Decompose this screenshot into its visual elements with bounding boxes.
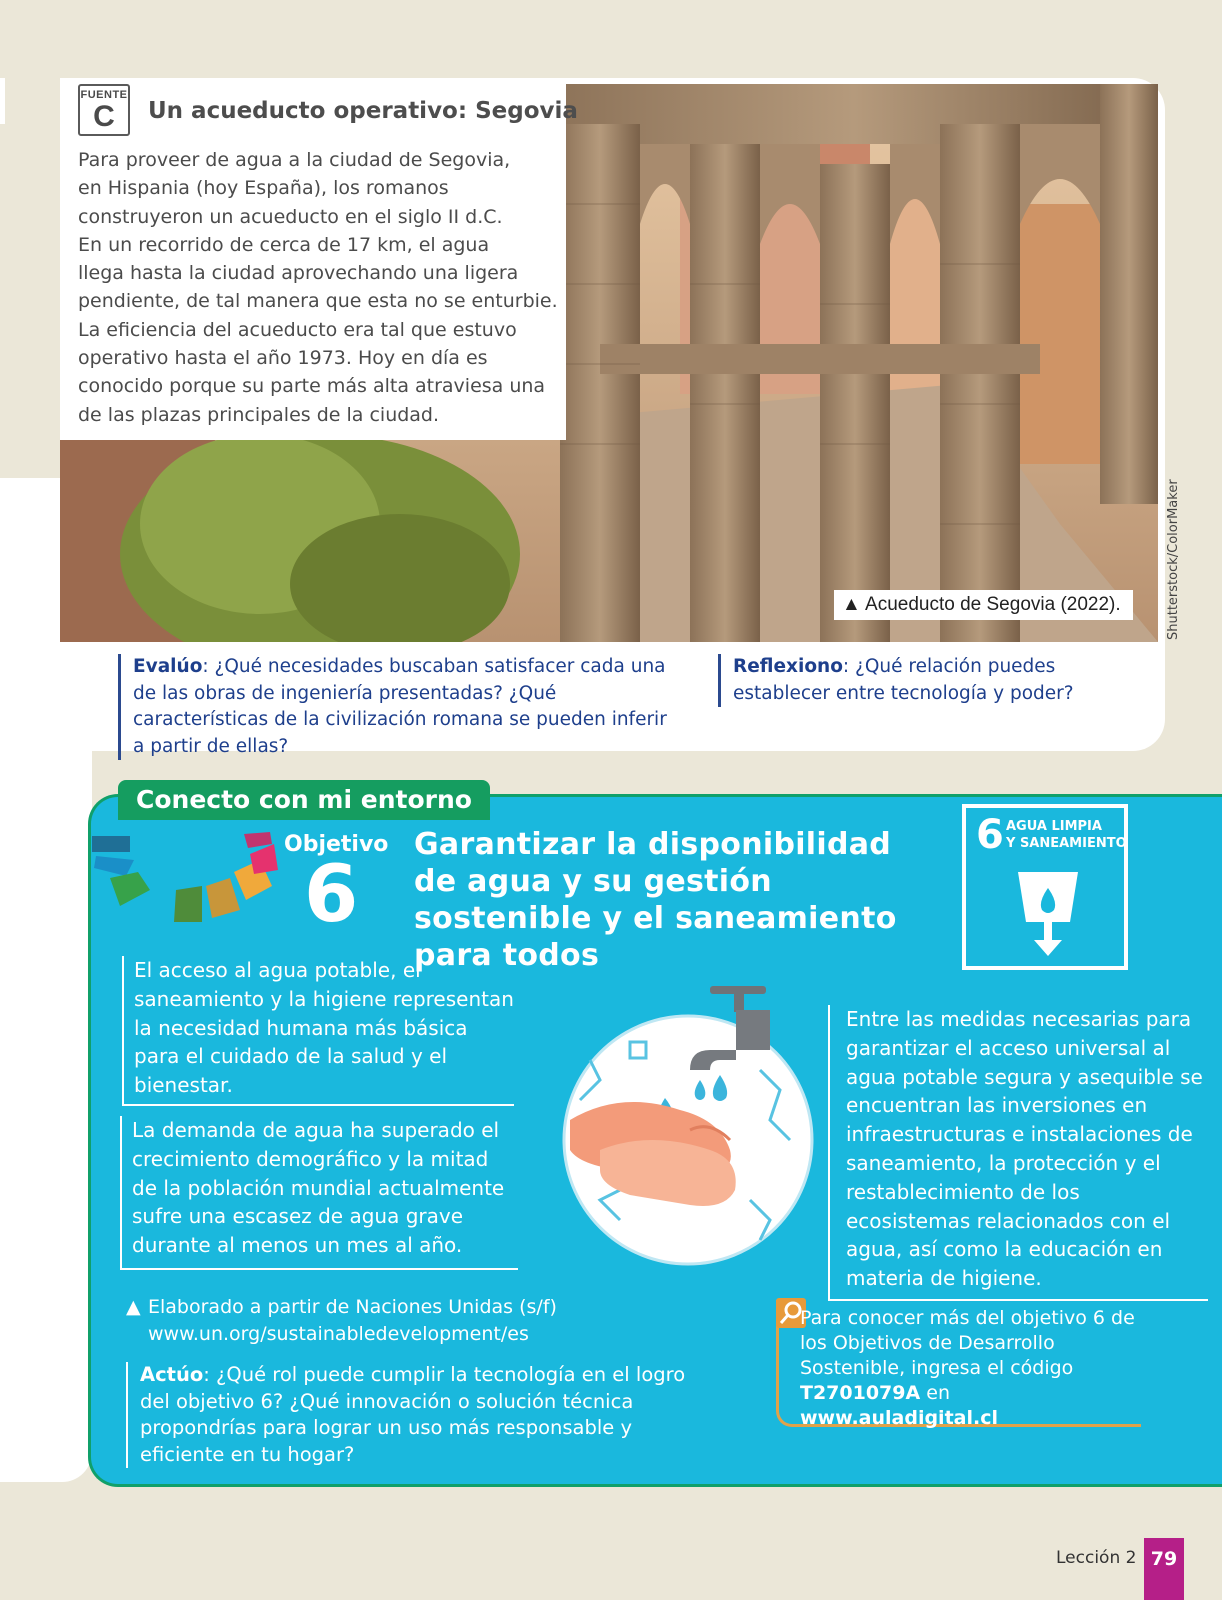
evaluo-label: Evalúo xyxy=(133,656,203,677)
info-code: T2701079A xyxy=(800,1382,921,1404)
source-paragraph xyxy=(78,146,558,429)
page-number: 79 xyxy=(1150,1548,1178,1570)
sdg-badge-number: 6 xyxy=(976,812,1004,858)
info-url[interactable]: www.auladigital.cl xyxy=(800,1407,998,1429)
source-line: de las plazas principales de la ciudad. xyxy=(78,403,440,426)
source-line: pendiente, de tal manera que esta no se enturbie. xyxy=(78,290,558,313)
water-glass-icon xyxy=(1016,870,1080,958)
more-info-text xyxy=(800,1306,1150,1431)
sdg-badge-text xyxy=(1006,818,1127,852)
left-margin-strip xyxy=(0,78,5,124)
source-line: conocido porque su parte más alta atraviesa una xyxy=(78,375,546,398)
objective-number: 6 xyxy=(304,850,359,940)
handwashing-illustration xyxy=(560,980,820,1270)
reflexiono-question xyxy=(718,654,1113,707)
source-badge xyxy=(78,84,130,136)
photo-caption: ▲ Acueducto de Segovia (2022). xyxy=(834,590,1133,620)
water-measures-paragraph: Entre las medidas necesarias para garantizar el acceso universal al agua potable segura y asequible se encuentran las inversiones en infraestructuras e instalaciones de saneamiento, la protección y el restablecimiento de los ecosistemas relacionados con el agua, así como la educación en materia de higiene. xyxy=(828,1005,1208,1301)
evaluo-question xyxy=(118,654,681,760)
lesson-label: Lección 2 xyxy=(1056,1548,1137,1568)
objective-label: Objetivo xyxy=(284,832,389,857)
source-line: Para proveer de agua a la ciudad de Segovia, xyxy=(78,149,511,171)
reference-line1: Elaborado a partir de Naciones Unidas (s/f) xyxy=(148,1296,557,1318)
sdg-badge-line1: AGUA LIMPIA xyxy=(1006,819,1102,834)
reference-url[interactable]: www.un.org/sustainabledevelopment/es xyxy=(148,1323,529,1345)
source-title: Un acueducto operativo: Segovia xyxy=(148,98,578,124)
source-line: construyeron un acueducto en el siglo II d.C. xyxy=(78,205,503,228)
evaluo-text: : ¿Qué necesidades buscaban satisfacer cada una de las obras de ingeniería presentadas? ¿Qué características de la civilización romana se pueden inferir a partir de ellas? xyxy=(133,656,667,757)
more-info-text-2: en xyxy=(920,1382,950,1404)
sdg-badge-line2: Y SANEAMIENTO xyxy=(1006,836,1127,851)
reflexiono-label: Reflexiono xyxy=(733,656,843,677)
actuo-label: Actúo xyxy=(140,1363,204,1386)
source-line: En un recorrido de cerca de 17 km, el agua xyxy=(78,233,490,256)
water-demand-paragraph: La demanda de agua ha superado el crecimiento demográfico y la mitad de la población mundial actualmente sufre una escasez de agua grave durante al menos un mes al año. xyxy=(120,1116,518,1270)
goal-title: Garantizar la disponibilidad de agua y su gestión sostenible y el saneamiento para todos xyxy=(414,827,897,973)
source-badge-letter: C xyxy=(93,100,115,133)
source-line: llega hasta la ciudad aprovechando una ligera xyxy=(78,262,519,285)
actuo-text: : ¿Qué rol puede cumplir la tecnología en el logro del objetivo 6? ¿Qué innovación o solución técnica propondrías para lograr un uso más responsable y eficiente en tu hogar? xyxy=(140,1363,686,1466)
source-line: La eficiencia del acueducto era tal que estuvo xyxy=(78,318,517,341)
reflexiono-text: : ¿Qué relación puedes establecer entre tecnología y poder? xyxy=(733,656,1074,704)
photo-credit: Shutterstock/ColorMaker xyxy=(1166,479,1181,640)
source-line: operativo hasta el año 1973. Hoy en día es xyxy=(78,347,488,370)
entorno-tab: Conecto con mi entorno xyxy=(118,780,490,820)
source-badge-label: FUENTE xyxy=(80,89,128,101)
water-access-paragraph: El acceso al agua potable, el saneamiento y la higiene representan la necesidad humana más básica para el cuidado de la salud y el bienestar. xyxy=(122,956,514,1106)
source-line: en Hispania (hoy España), los romanos xyxy=(78,177,449,200)
actuo-question xyxy=(126,1362,700,1468)
more-info-text-1: Para conocer más del objetivo 6 de los Objetivos de Desarrollo Sostenible, ingresa el código xyxy=(800,1307,1135,1379)
reference-marker: ▲ xyxy=(126,1296,141,1318)
reference xyxy=(126,1294,557,1348)
sdg-wheel-icon xyxy=(90,830,280,930)
